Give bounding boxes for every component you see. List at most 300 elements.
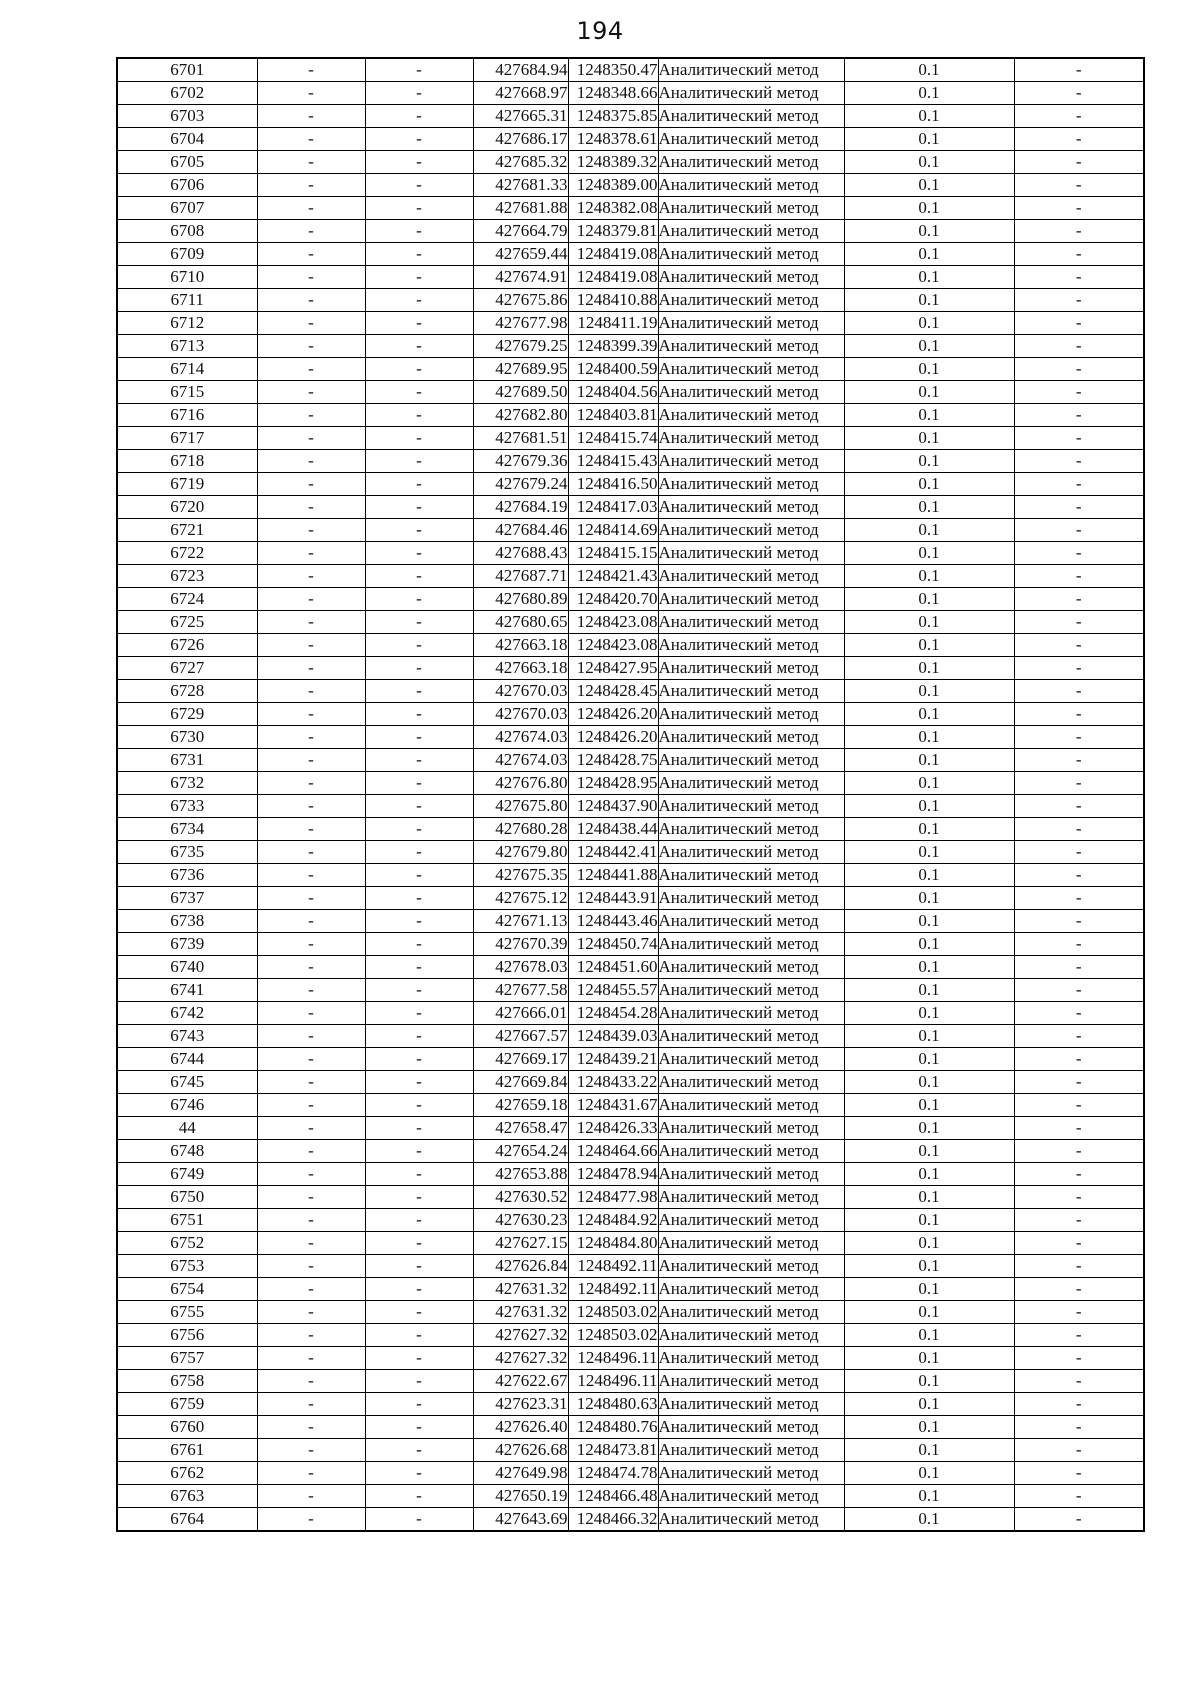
cell-col-empty-2: - [365,657,473,680]
cell-method: Аналитический метод [658,427,844,450]
cell-col-empty-1: - [257,1117,365,1140]
cell-col-empty-2: - [365,703,473,726]
cell-col-empty-2: - [365,1393,473,1416]
cell-col-empty-2: - [365,910,473,933]
cell-col-empty-3: - [1014,726,1144,749]
table-row [117,1140,1144,1163]
cell-coord-y: 1248442.41 [568,841,658,864]
cell-method: Аналитический метод [658,910,844,933]
cell-col-empty-1: - [257,358,365,381]
cell-col-empty-1: - [257,818,365,841]
cell-accuracy: 0.1 [844,611,1014,634]
cell-method: Аналитический метод [658,887,844,910]
cell-point-number: 6753 [117,1255,257,1278]
cell-coord-x: 427670.03 [473,680,568,703]
cell-coord-x: 427659.18 [473,1094,568,1117]
cell-point-number: 44 [117,1117,257,1140]
cell-point-number: 6734 [117,818,257,841]
cell-coord-x: 427677.98 [473,312,568,335]
cell-col-empty-1: - [257,128,365,151]
cell-point-number: 6718 [117,450,257,473]
cell-col-empty-2: - [365,312,473,335]
cell-point-number: 6758 [117,1370,257,1393]
cell-coord-y: 1248503.02 [568,1324,658,1347]
cell-coord-x: 427674.91 [473,266,568,289]
cell-coord-x: 427663.18 [473,634,568,657]
cell-col-empty-1: - [257,197,365,220]
cell-col-empty-1: - [257,335,365,358]
cell-point-number: 6715 [117,381,257,404]
cell-method: Аналитический метод [658,1393,844,1416]
cell-col-empty-3: - [1014,1301,1144,1324]
cell-col-empty-3: - [1014,427,1144,450]
cell-point-number: 6714 [117,358,257,381]
table-row [117,565,1144,588]
cell-col-empty-1: - [257,634,365,657]
table-row [117,818,1144,841]
cell-col-empty-1: - [257,1002,365,1025]
cell-accuracy: 0.1 [844,1071,1014,1094]
cell-col-empty-1: - [257,1301,365,1324]
cell-coord-x: 427679.36 [473,450,568,473]
cell-col-empty-2: - [365,818,473,841]
cell-col-empty-1: - [257,1140,365,1163]
cell-point-number: 6713 [117,335,257,358]
cell-col-empty-2: - [365,496,473,519]
cell-method: Аналитический метод [658,1048,844,1071]
cell-coord-y: 1248423.08 [568,634,658,657]
cell-coord-y: 1248474.78 [568,1462,658,1485]
table-row [117,933,1144,956]
cell-accuracy: 0.1 [844,335,1014,358]
cell-coord-x: 427681.88 [473,197,568,220]
cell-point-number: 6707 [117,197,257,220]
cell-method: Аналитический метод [658,542,844,565]
cell-method: Аналитический метод [658,841,844,864]
cell-point-number: 6741 [117,979,257,1002]
cell-method: Аналитический метод [658,588,844,611]
cell-method: Аналитический метод [658,726,844,749]
cell-col-empty-3: - [1014,657,1144,680]
cell-col-empty-2: - [365,335,473,358]
cell-col-empty-2: - [365,427,473,450]
cell-point-number: 6744 [117,1048,257,1071]
table-row [117,887,1144,910]
cell-coord-y: 1248415.43 [568,450,658,473]
cell-accuracy: 0.1 [844,128,1014,151]
cell-col-empty-1: - [257,1462,365,1485]
cell-coord-y: 1248439.21 [568,1048,658,1071]
cell-accuracy: 0.1 [844,1278,1014,1301]
cell-col-empty-3: - [1014,1163,1144,1186]
cell-col-empty-3: - [1014,1232,1144,1255]
cell-col-empty-1: - [257,1094,365,1117]
table-row [117,703,1144,726]
cell-accuracy: 0.1 [844,1002,1014,1025]
cell-coord-y: 1248466.32 [568,1508,658,1532]
cell-col-empty-3: - [1014,1094,1144,1117]
cell-col-empty-1: - [257,680,365,703]
cell-col-empty-2: - [365,979,473,1002]
cell-coord-x: 427675.80 [473,795,568,818]
cell-coord-y: 1248478.94 [568,1163,658,1186]
cell-method: Аналитический метод [658,450,844,473]
table-row [117,680,1144,703]
cell-col-empty-1: - [257,1186,365,1209]
table-row [117,1508,1144,1532]
cell-coord-y: 1248477.98 [568,1186,658,1209]
cell-coord-y: 1248419.08 [568,266,658,289]
cell-accuracy: 0.1 [844,864,1014,887]
cell-col-empty-3: - [1014,841,1144,864]
cell-method: Аналитический метод [658,1071,844,1094]
cell-col-empty-3: - [1014,1025,1144,1048]
cell-accuracy: 0.1 [844,243,1014,266]
cell-point-number: 6730 [117,726,257,749]
cell-col-empty-3: - [1014,381,1144,404]
cell-accuracy: 0.1 [844,1324,1014,1347]
cell-accuracy: 0.1 [844,772,1014,795]
cell-col-empty-1: - [257,1439,365,1462]
cell-method: Аналитический метод [658,128,844,151]
cell-accuracy: 0.1 [844,956,1014,979]
cell-accuracy: 0.1 [844,197,1014,220]
cell-coord-y: 1248375.85 [568,105,658,128]
cell-col-empty-3: - [1014,82,1144,105]
cell-accuracy: 0.1 [844,1347,1014,1370]
cell-col-empty-1: - [257,979,365,1002]
cell-col-empty-3: - [1014,979,1144,1002]
cell-accuracy: 0.1 [844,818,1014,841]
cell-col-empty-1: - [257,611,365,634]
cell-method: Аналитический метод [658,1347,844,1370]
cell-col-empty-1: - [257,58,365,82]
cell-coord-x: 427684.19 [473,496,568,519]
cell-coord-x: 427675.35 [473,864,568,887]
cell-accuracy: 0.1 [844,105,1014,128]
cell-coord-x: 427669.84 [473,1071,568,1094]
cell-point-number: 6762 [117,1462,257,1485]
cell-point-number: 6702 [117,82,257,105]
cell-col-empty-2: - [365,58,473,82]
cell-col-empty-2: - [365,174,473,197]
cell-col-empty-1: - [257,243,365,266]
cell-method: Аналитический метод [658,1439,844,1462]
cell-coord-y: 1248420.70 [568,588,658,611]
cell-col-empty-2: - [365,1117,473,1140]
cell-method: Аналитический метод [658,174,844,197]
cell-col-empty-2: - [365,956,473,979]
table-row [117,128,1144,151]
cell-accuracy: 0.1 [844,1301,1014,1324]
cell-accuracy: 0.1 [844,933,1014,956]
cell-col-empty-1: - [257,657,365,680]
cell-col-empty-1: - [257,1209,365,1232]
cell-col-empty-2: - [365,933,473,956]
cell-coord-y: 1248404.56 [568,381,658,404]
cell-accuracy: 0.1 [844,58,1014,82]
table-row [117,220,1144,243]
cell-method: Аналитический метод [658,933,844,956]
cell-col-empty-3: - [1014,266,1144,289]
cell-col-empty-3: - [1014,1347,1144,1370]
cell-accuracy: 0.1 [844,1163,1014,1186]
cell-accuracy: 0.1 [844,1117,1014,1140]
cell-accuracy: 0.1 [844,174,1014,197]
cell-coord-y: 1248411.19 [568,312,658,335]
cell-col-empty-2: - [365,197,473,220]
cell-coord-y: 1248426.20 [568,703,658,726]
cell-coord-y: 1248443.91 [568,887,658,910]
cell-col-empty-2: - [365,151,473,174]
cell-coord-x: 427680.89 [473,588,568,611]
cell-method: Аналитический метод [658,1255,844,1278]
cell-point-number: 6724 [117,588,257,611]
cell-point-number: 6703 [117,105,257,128]
table-row [117,1025,1144,1048]
table-row [117,243,1144,266]
cell-col-empty-2: - [365,1163,473,1186]
cell-col-empty-3: - [1014,312,1144,335]
cell-col-empty-3: - [1014,58,1144,82]
cell-col-empty-3: - [1014,703,1144,726]
cell-col-empty-2: - [365,1347,473,1370]
cell-coord-x: 427626.68 [473,1439,568,1462]
cell-col-empty-3: - [1014,1508,1144,1532]
cell-accuracy: 0.1 [844,404,1014,427]
cell-col-empty-1: - [257,1393,365,1416]
cell-col-empty-1: - [257,381,365,404]
cell-method: Аналитический метод [658,473,844,496]
cell-coord-x: 427677.58 [473,979,568,1002]
cell-coord-y: 1248428.75 [568,749,658,772]
cell-col-empty-2: - [365,1301,473,1324]
cell-coord-y: 1248419.08 [568,243,658,266]
table-row [117,956,1144,979]
cell-coord-x: 427623.31 [473,1393,568,1416]
cell-point-number: 6701 [117,58,257,82]
table-row [117,1347,1144,1370]
cell-method: Аналитический метод [658,1209,844,1232]
cell-accuracy: 0.1 [844,979,1014,1002]
cell-point-number: 6716 [117,404,257,427]
cell-col-empty-1: - [257,220,365,243]
cell-point-number: 6721 [117,519,257,542]
cell-col-empty-3: - [1014,1002,1144,1025]
cell-coord-y: 1248414.69 [568,519,658,542]
cell-col-empty-1: - [257,427,365,450]
cell-col-empty-1: - [257,473,365,496]
cell-coord-y: 1248350.47 [568,58,658,82]
table-row [117,979,1144,1002]
cell-method: Аналитический метод [658,1002,844,1025]
cell-col-empty-3: - [1014,243,1144,266]
cell-coord-y: 1248389.32 [568,151,658,174]
cell-col-empty-3: - [1014,335,1144,358]
cell-col-empty-1: - [257,841,365,864]
cell-coord-y: 1248466.48 [568,1485,658,1508]
cell-accuracy: 0.1 [844,220,1014,243]
cell-col-empty-3: - [1014,634,1144,657]
cell-method: Аналитический метод [658,657,844,680]
page-number: 194 [576,17,624,45]
cell-coord-x: 427674.03 [473,749,568,772]
cell-col-empty-2: - [365,1439,473,1462]
cell-point-number: 6759 [117,1393,257,1416]
cell-coord-y: 1248455.57 [568,979,658,1002]
cell-coord-y: 1248473.81 [568,1439,658,1462]
cell-point-number: 6727 [117,657,257,680]
table-row [117,1209,1144,1232]
cell-col-empty-2: - [365,749,473,772]
cell-accuracy: 0.1 [844,910,1014,933]
table-row [117,404,1144,427]
cell-coord-y: 1248496.11 [568,1370,658,1393]
cell-coord-x: 427667.57 [473,1025,568,1048]
cell-point-number: 6722 [117,542,257,565]
cell-point-number: 6710 [117,266,257,289]
cell-accuracy: 0.1 [844,542,1014,565]
cell-col-empty-2: - [365,611,473,634]
cell-coord-y: 1248437.90 [568,795,658,818]
table-row [117,1278,1144,1301]
table-row [117,1002,1144,1025]
cell-coord-x: 427671.13 [473,910,568,933]
table-row [117,1094,1144,1117]
cell-col-empty-3: - [1014,473,1144,496]
cell-col-empty-3: - [1014,1209,1144,1232]
cell-accuracy: 0.1 [844,358,1014,381]
table-row [117,82,1144,105]
cell-coord-y: 1248415.15 [568,542,658,565]
cell-col-empty-2: - [365,1278,473,1301]
table-row [117,174,1144,197]
cell-col-empty-3: - [1014,1370,1144,1393]
cell-coord-x: 427627.32 [473,1324,568,1347]
cell-method: Аналитический метод [658,312,844,335]
cell-col-empty-3: - [1014,1462,1144,1485]
cell-col-empty-1: - [257,1048,365,1071]
cell-col-empty-3: - [1014,151,1144,174]
cell-method: Аналитический метод [658,979,844,1002]
cell-col-empty-3: - [1014,1393,1144,1416]
cell-method: Аналитический метод [658,1370,844,1393]
cell-accuracy: 0.1 [844,680,1014,703]
table-row [117,496,1144,519]
cell-accuracy: 0.1 [844,1462,1014,1485]
cell-coord-x: 427675.12 [473,887,568,910]
cell-accuracy: 0.1 [844,381,1014,404]
cell-col-empty-1: - [257,312,365,335]
table-row [117,1324,1144,1347]
table-row [117,611,1144,634]
cell-col-empty-1: - [257,910,365,933]
cell-col-empty-1: - [257,795,365,818]
table-row [117,749,1144,772]
cell-col-empty-2: - [365,795,473,818]
cell-coord-x: 427649.98 [473,1462,568,1485]
table-row [117,1163,1144,1186]
cell-coord-y: 1248417.03 [568,496,658,519]
table-row [117,588,1144,611]
cell-accuracy: 0.1 [844,841,1014,864]
cell-col-empty-3: - [1014,1416,1144,1439]
cell-coord-x: 427670.39 [473,933,568,956]
cell-method: Аналитический метод [658,1508,844,1532]
cell-col-empty-2: - [365,381,473,404]
cell-col-empty-2: - [365,105,473,128]
cell-point-number: 6739 [117,933,257,956]
cell-coord-y: 1248399.39 [568,335,658,358]
cell-coord-y: 1248441.88 [568,864,658,887]
cell-point-number: 6743 [117,1025,257,1048]
table-row [117,197,1144,220]
cell-coord-x: 427669.17 [473,1048,568,1071]
cell-point-number: 6731 [117,749,257,772]
cell-coord-y: 1248400.59 [568,358,658,381]
cell-point-number: 6711 [117,289,257,312]
cell-col-empty-3: - [1014,864,1144,887]
cell-col-empty-2: - [365,772,473,795]
cell-coord-y: 1248426.33 [568,1117,658,1140]
cell-point-number: 6708 [117,220,257,243]
cell-accuracy: 0.1 [844,657,1014,680]
cell-col-empty-3: - [1014,1117,1144,1140]
cell-col-empty-3: - [1014,933,1144,956]
cell-col-empty-3: - [1014,128,1144,151]
cell-method: Аналитический метод [658,1117,844,1140]
cell-accuracy: 0.1 [844,1048,1014,1071]
cell-accuracy: 0.1 [844,450,1014,473]
cell-coord-x: 427679.25 [473,335,568,358]
cell-coord-y: 1248480.76 [568,1416,658,1439]
cell-coord-y: 1248428.45 [568,680,658,703]
cell-coord-y: 1248480.63 [568,1393,658,1416]
table-row [117,1485,1144,1508]
table-row [117,1071,1144,1094]
cell-coord-x: 427627.15 [473,1232,568,1255]
cell-coord-x: 427626.84 [473,1255,568,1278]
cell-col-empty-3: - [1014,1140,1144,1163]
cell-col-empty-1: - [257,726,365,749]
cell-col-empty-1: - [257,82,365,105]
cell-point-number: 6742 [117,1002,257,1025]
cell-point-number: 6751 [117,1209,257,1232]
cell-method: Аналитический метод [658,404,844,427]
cell-coord-x: 427630.23 [473,1209,568,1232]
cell-col-empty-2: - [365,404,473,427]
table-row [117,450,1144,473]
table-row [117,289,1144,312]
cell-method: Аналитический метод [658,772,844,795]
cell-col-empty-3: - [1014,749,1144,772]
cell-point-number: 6728 [117,680,257,703]
cell-col-empty-2: - [365,1048,473,1071]
cell-point-number: 6752 [117,1232,257,1255]
table-row [117,1048,1144,1071]
cell-coord-y: 1248382.08 [568,197,658,220]
cell-coord-y: 1248484.92 [568,1209,658,1232]
cell-col-empty-2: - [365,358,473,381]
cell-col-empty-1: - [257,1278,365,1301]
cell-coord-x: 427670.03 [473,703,568,726]
cell-coord-x: 427631.32 [473,1278,568,1301]
table-row [117,1186,1144,1209]
cell-coord-x: 427676.80 [473,772,568,795]
cell-coord-y: 1248416.50 [568,473,658,496]
cell-method: Аналитический метод [658,243,844,266]
cell-point-number: 6726 [117,634,257,657]
